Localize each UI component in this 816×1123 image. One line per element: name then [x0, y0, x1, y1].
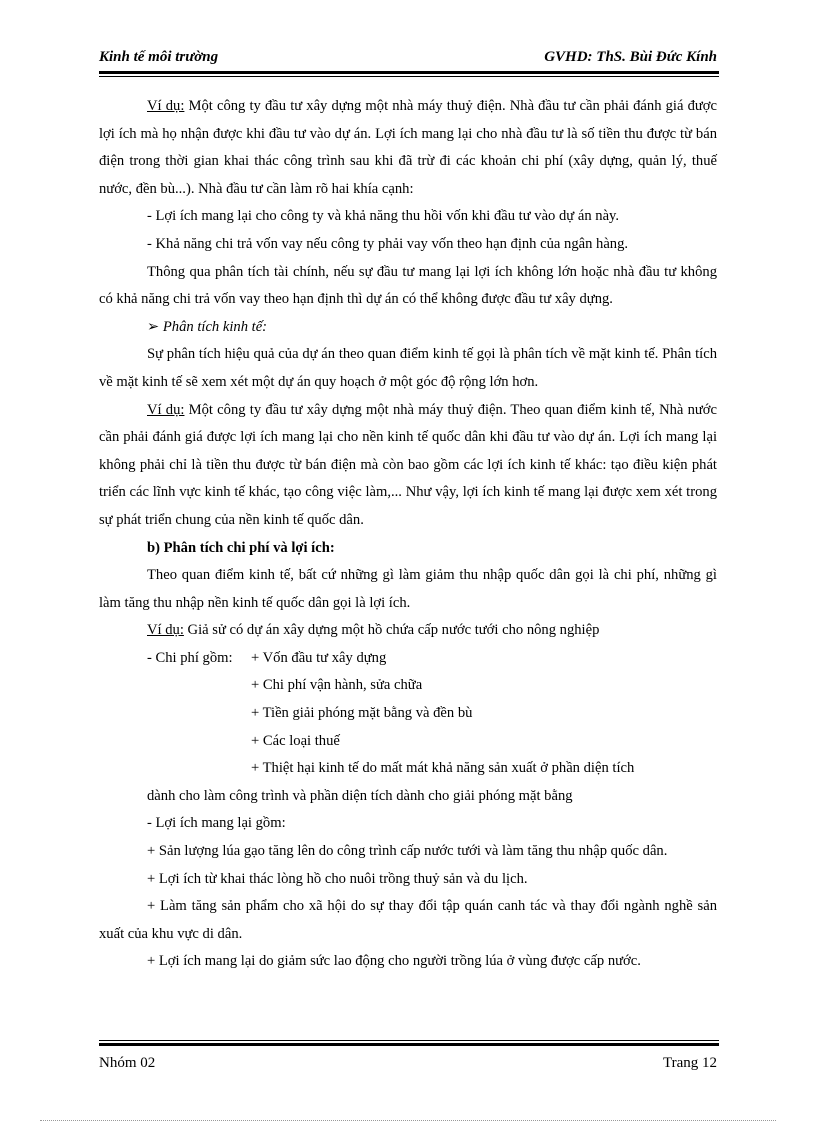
- cost-item: + Chi phí vận hành, sửa chữa: [251, 677, 423, 694]
- dash-item: - Khả năng chi trả vốn vay nếu công ty phải vay vốn theo hạn định của ngân hàng.: [147, 235, 629, 252]
- paragraph-text: Giả sử có dự án xây dựng một hồ chứa cấp nước tưới cho nông nghiệp: [183, 622, 600, 639]
- paragraph-financial: Thông qua phân tích tài chính, nếu sự đầu tư mang lại lợi ích không lớn hoặc nhà đầu tư không có khả năng chi trả vốn vay theo hạn định thì dự án có thể không được đầu tư xây dựng.: [99, 263, 717, 308]
- header-rule-thick: [99, 71, 719, 74]
- header-title: Kinh tế môi trường: [99, 49, 219, 65]
- example-label: Ví dụ:: [147, 401, 185, 418]
- heading-economic-analysis: [99, 314, 717, 342]
- footer-rule-thin: [99, 1040, 719, 1041]
- paragraph-example-2: [99, 397, 717, 535]
- cost-item: + Các loại thuế: [251, 732, 340, 749]
- paragraph-cost-benefit: Theo quan điểm kinh tế, bất cứ những gì làm giảm thu nhập quốc dân gọi là chi phí, những gì làm tăng thu nhập nền kinh tế quốc dân gọi là lợi ích.: [99, 567, 717, 611]
- footer-rule-thick: [99, 1043, 719, 1046]
- cost-item: + Vốn đầu tư xây dựng: [251, 649, 387, 666]
- page-header: [99, 48, 717, 70]
- page-content: [99, 93, 717, 976]
- footer-group: Nhóm 02: [99, 1055, 156, 1071]
- costs-label: - Chi phí gồm:: [147, 649, 233, 666]
- example-label: Ví dụ:: [147, 622, 184, 639]
- costs-line: [99, 645, 717, 673]
- benefit-item: + Lợi ích từ khai thác lòng hồ cho nuôi trồng thuỷ sản và du lịch.: [147, 870, 528, 887]
- paragraph-example-1: [99, 93, 717, 203]
- benefit-item: + Sản lượng lúa gạo tăng lên do công trình cấp nước tưới và làm tăng thu nhập quốc dân.: [147, 843, 668, 860]
- benefits-label: - Lợi ích mang lại gồm:: [147, 815, 286, 832]
- header-rule-thin: [99, 76, 719, 77]
- page-edge-divider: [40, 1120, 776, 1121]
- cost-item: + Thiệt hại kinh tế do mất mát khả năng sản xuất ở phần diện tích: [251, 760, 635, 777]
- paragraph-text: Một công ty đầu tư xây dựng một nhà máy thuỷ điện. Theo quan điểm kinh tế, Nhà nước cần phải đánh giá được lợi ích mang lại cho nền kinh tế quốc dân khi đầu tư vào dự án. Lợi ích mang lại không phải chỉ là tiền thu được từ bán điện mà còn bao gồm các lợi ích kinh tế khác: tạo điều kiện phát triển các lĩnh vực kinh tế khác, tạo công việc làm,... Như vậy, lợi ích kinh tế mang lại được xem xét trong sự phát triển chung của nền kinh tế quốc dân.: [99, 401, 717, 528]
- heading-cost-benefit: b) Phân tích chi phí và lợi ích:: [147, 539, 335, 556]
- example-label: Ví dụ:: [147, 98, 185, 114]
- arrow-bullet-icon: ➢: [147, 318, 160, 335]
- dash-item: - Lợi ích mang lại cho công ty và khả năng thu hồi vốn khi đầu tư vào dự án này.: [147, 208, 620, 225]
- cost-item: + Tiền giải phóng mặt bằng và đền bù: [251, 705, 473, 722]
- heading-text: Phân tích kinh tế:: [159, 318, 268, 335]
- benefit-item: + Lợi ích mang lại do giảm sức lao động cho người trồng lúa ở vùng được cấp nước.: [147, 953, 641, 970]
- page-number: Trang 12: [662, 1055, 717, 1071]
- paragraph-economic: Sự phân tích hiệu quả của dự án theo quan điểm kinh tế gọi là phân tích về mặt kinh tế. Phân tích về mặt kinh tế sẽ xem xét một dự án quy hoạch ở một góc độ rộng lớn hơn.: [99, 346, 717, 390]
- benefit-item: + Làm tăng sản phẩm cho xã hội do sự thay đổi tập quán canh tác và thay đổi ngành nghề sản xuất của khu vực di dân.: [99, 898, 717, 942]
- cost-continuation: dành cho làm công trình và phần diện tích dành cho giải phóng mặt bằng: [147, 787, 573, 804]
- paragraph-text: Một công ty đầu tư xây dựng một nhà máy thuỷ điện. Nhà đầu tư cần phải đánh giá được lợi ích mà họ nhận được khi đầu tư vào dự án. Lợi ích mang lại cho nhà đầu tư là số tiền thu được từ bán điện trong thời gian khai thác công trình sau khi đã trừ đi các khoản chi phí (xây dựng, quản lý, thuế nước, đền bù...). Nhà đầu tư cần làm rõ hai khía cạnh:: [99, 98, 718, 197]
- header-instructor: GVHD: ThS. Bùi Đức Kính: [544, 49, 717, 65]
- paragraph-example-3: [99, 617, 717, 645]
